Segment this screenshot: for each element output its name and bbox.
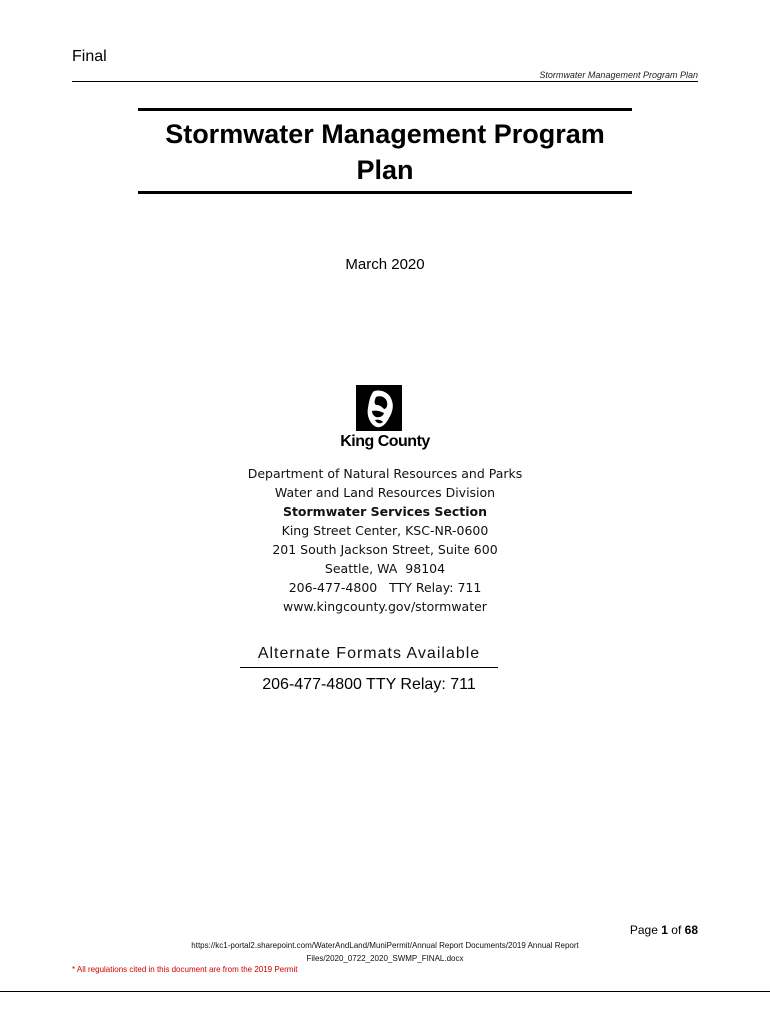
building-line: King Street Center, KSC-NR-0600 <box>281 523 489 538</box>
alternate-formats-divider <box>240 667 498 668</box>
section-line: Stormwater Services Section <box>282 504 488 519</box>
document-title <box>138 116 632 188</box>
footer-path-line2: Files/2020_0722_2020_SWMP_FINAL.docx <box>306 954 464 963</box>
alternate-formats-phone: 206-477-4800 TTY Relay: 711 <box>262 676 476 693</box>
page-label: Page <box>629 923 658 937</box>
document-title-line2: Plan <box>356 155 414 185</box>
footer-file-path <box>120 939 650 965</box>
footer-path-line1: https://kc1-portal2.sharepoint.com/WaterAndLand/MuniPermit/Annual Report Documents/2019 Annual Report <box>191 941 579 950</box>
title-rule-top <box>138 108 632 111</box>
phone-line: 206-477-4800 TTY Relay: 711 <box>288 580 482 595</box>
page-of: of <box>671 923 682 937</box>
running-header-title: Stormwater Management Program Plan <box>539 70 698 80</box>
document-title-line1: Stormwater Management Program <box>165 119 605 149</box>
header-divider <box>72 81 698 82</box>
department-line: Department of Natural Resources and Parks <box>247 466 523 481</box>
website-link[interactable]: www.kingcounty.gov/stormwater <box>283 599 487 614</box>
city-line: Seattle, WA 98104 <box>324 561 446 576</box>
footer-divider <box>0 991 770 992</box>
regulations-note: * All regulations cited in this document are from the 2019 Permit <box>72 965 298 974</box>
king-county-logo-icon <box>356 385 402 431</box>
address-block <box>0 464 770 616</box>
title-rule-bottom <box>138 191 632 194</box>
king-county-wordmark: King County <box>340 433 430 450</box>
document-status: Final <box>72 48 107 65</box>
division-line: Water and Land Resources Division <box>274 485 496 500</box>
document-date: March 2020 <box>345 256 425 273</box>
page-current: 1 <box>661 923 668 937</box>
alternate-formats-title: Alternate Formats Available <box>257 645 481 662</box>
page-number <box>630 923 698 937</box>
street-line: 201 South Jackson Street, Suite 600 <box>272 542 498 557</box>
page-total: 68 <box>684 923 698 937</box>
